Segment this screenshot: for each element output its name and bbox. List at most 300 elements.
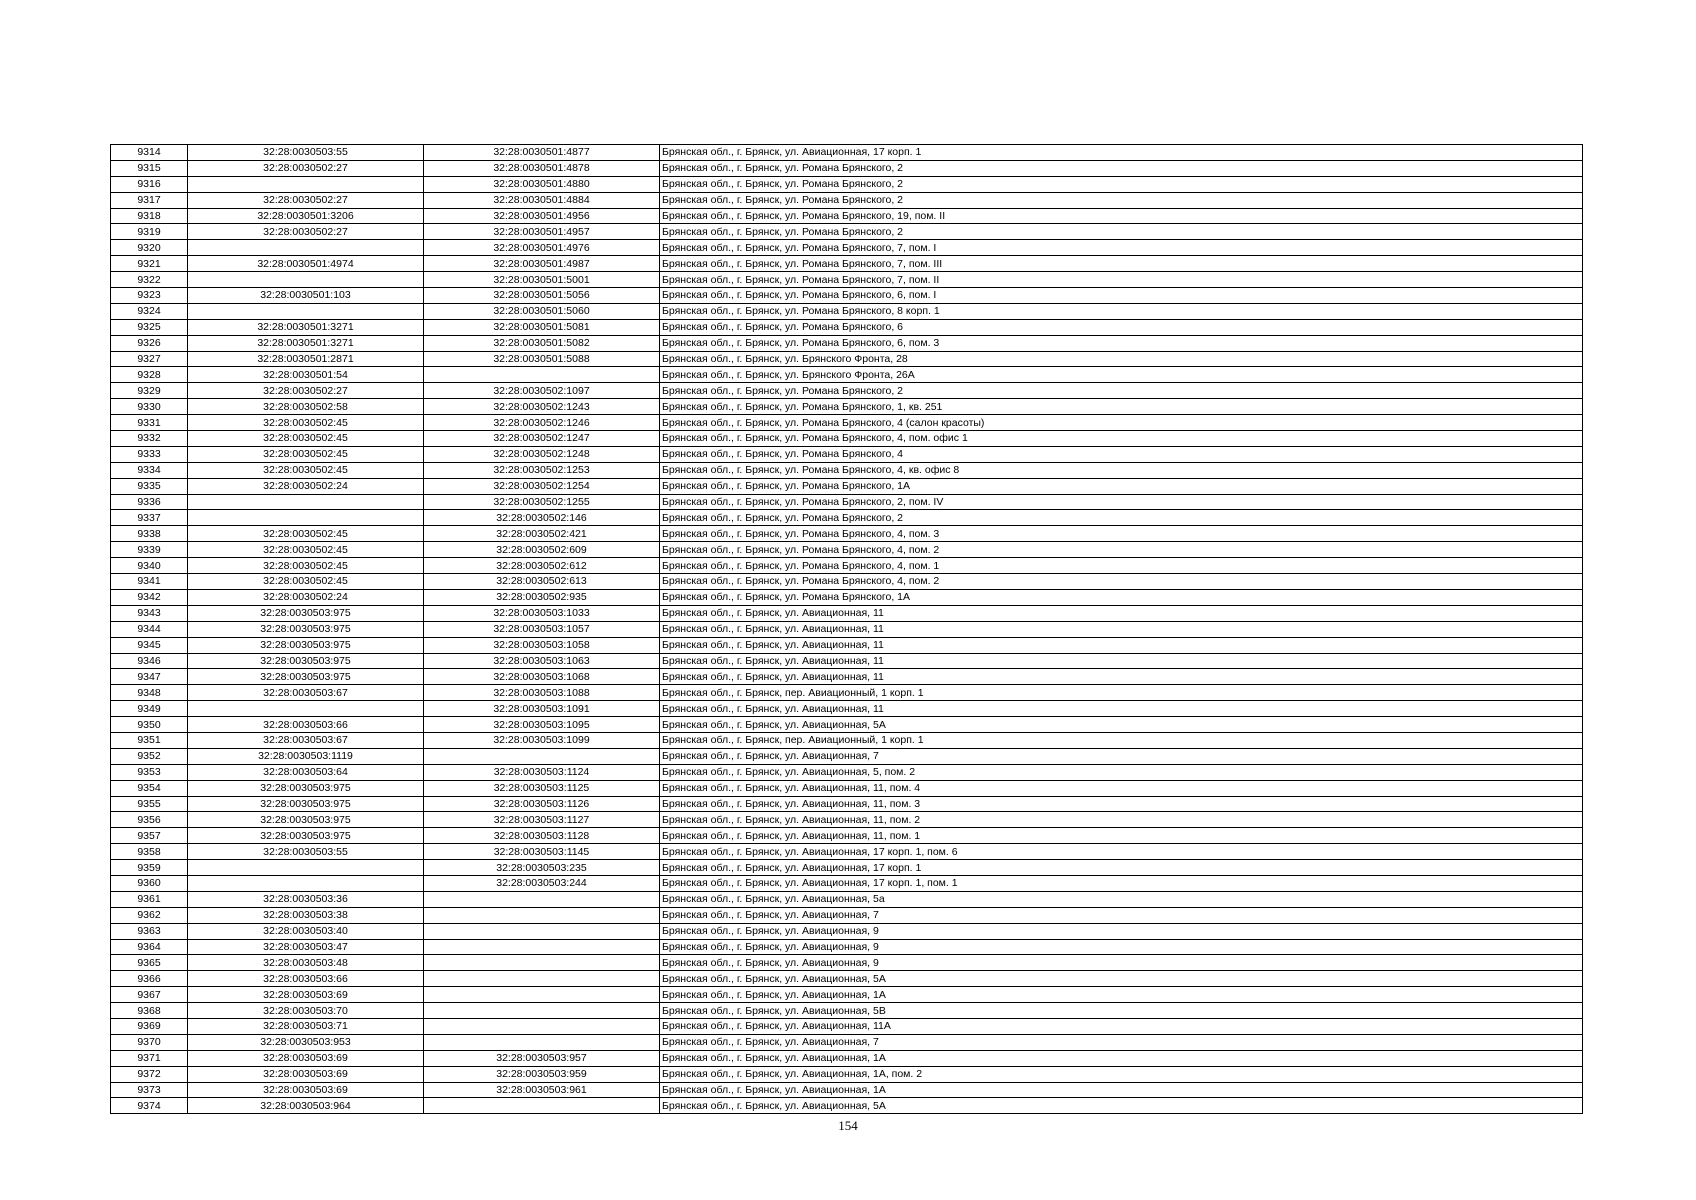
row-number-cell: 9333	[111, 446, 188, 462]
row-number-cell: 9369	[111, 1018, 188, 1034]
address-cell: Брянская обл., г. Брянск, ул. Авиационная, 11, пом. 4	[660, 780, 1583, 796]
row-number-cell: 9324	[111, 303, 188, 319]
row-number-cell: 9336	[111, 494, 188, 510]
table-row	[111, 240, 1583, 256]
address-cell: Брянская обл., г. Брянск, ул. Авиационная, 17 корп. 1, пом. 6	[660, 844, 1583, 860]
table-row	[111, 621, 1583, 637]
table-row	[111, 605, 1583, 621]
table-row	[111, 844, 1583, 860]
address-cell: Брянская обл., г. Брянск, ул. Романа Брянского, 6	[660, 319, 1583, 335]
address-cell: Брянская обл., г. Брянск, ул. Романа Брянского, 7, пом. II	[660, 272, 1583, 288]
table-row	[111, 462, 1583, 478]
address-cell: Брянская обл., г. Брянск, ул. Авиационная, 1А	[660, 1050, 1583, 1066]
address-cell: Брянская обл., г. Брянск, ул. Романа Брянского, 1А	[660, 589, 1583, 605]
data-table	[110, 144, 1583, 1114]
address-cell: Брянская обл., г. Брянск, ул. Романа Брянского, 4	[660, 446, 1583, 462]
object-cadastral-number-cell: 32:28:0030501:5060	[424, 303, 660, 319]
object-cadastral-number-cell	[424, 1003, 660, 1019]
table-row	[111, 701, 1583, 717]
land-cadastral-number-cell: 32:28:0030503:70	[188, 1003, 424, 1019]
address-cell: Брянская обл., г. Брянск, ул. Авиационная, 17 корп. 1	[660, 145, 1583, 161]
address-cell: Брянская обл., г. Брянск, ул. Авиационная, 7	[660, 1034, 1583, 1050]
land-cadastral-number-cell: 32:28:0030503:975	[188, 828, 424, 844]
land-cadastral-number-cell: 32:28:0030501:3271	[188, 319, 424, 335]
table-row	[111, 860, 1583, 876]
row-number-cell: 9320	[111, 240, 188, 256]
table-row	[111, 1018, 1583, 1034]
object-cadastral-number-cell: 32:28:0030503:1033	[424, 605, 660, 621]
object-cadastral-number-cell: 32:28:0030503:1068	[424, 669, 660, 685]
table-row	[111, 176, 1583, 192]
address-cell: Брянская обл., г. Брянск, ул. Романа Брянского, 2	[660, 160, 1583, 176]
object-cadastral-number-cell: 32:28:0030503:1057	[424, 621, 660, 637]
land-cadastral-number-cell: 32:28:0030502:27	[188, 192, 424, 208]
object-cadastral-number-cell	[424, 1098, 660, 1114]
object-cadastral-number-cell: 32:28:0030502:1243	[424, 399, 660, 415]
object-cadastral-number-cell: 32:28:0030501:4976	[424, 240, 660, 256]
row-number-cell: 9349	[111, 701, 188, 717]
row-number-cell: 9352	[111, 748, 188, 764]
object-cadastral-number-cell	[424, 971, 660, 987]
table-row	[111, 415, 1583, 431]
land-cadastral-number-cell: 32:28:0030503:67	[188, 732, 424, 748]
row-number-cell: 9354	[111, 780, 188, 796]
land-cadastral-number-cell: 32:28:0030502:45	[188, 574, 424, 590]
object-cadastral-number-cell: 32:28:0030502:1247	[424, 431, 660, 447]
row-number-cell: 9367	[111, 987, 188, 1003]
land-cadastral-number-cell: 32:28:0030501:3271	[188, 335, 424, 351]
land-cadastral-number-cell: 32:28:0030502:45	[188, 446, 424, 462]
table-row	[111, 335, 1583, 351]
object-cadastral-number-cell: 32:28:0030503:1145	[424, 844, 660, 860]
address-cell: Брянская обл., г. Брянск, ул. Романа Брянского, 4 (салон красоты)	[660, 415, 1583, 431]
row-number-cell: 9357	[111, 828, 188, 844]
object-cadastral-number-cell: 32:28:0030501:5001	[424, 272, 660, 288]
address-cell: Брянская обл., г. Брянск, ул. Авиационная, 11	[660, 669, 1583, 685]
address-cell: Брянская обл., г. Брянск, ул. Романа Брянского, 1, кв. 251	[660, 399, 1583, 415]
address-cell: Брянская обл., г. Брянск, ул. Авиационная, 11, пом. 3	[660, 796, 1583, 812]
table-row	[111, 160, 1583, 176]
row-number-cell: 9319	[111, 224, 188, 240]
object-cadastral-number-cell: 32:28:0030502:1254	[424, 478, 660, 494]
land-cadastral-number-cell: 32:28:0030503:71	[188, 1018, 424, 1034]
address-cell: Брянская обл., г. Брянск, ул. Авиационная, 11, пом. 1	[660, 828, 1583, 844]
object-cadastral-number-cell: 32:28:0030502:1246	[424, 415, 660, 431]
row-number-cell: 9339	[111, 542, 188, 558]
row-number-cell: 9316	[111, 176, 188, 192]
table-row	[111, 875, 1583, 891]
address-cell: Брянская обл., г. Брянск, ул. Авиационная, 11	[660, 653, 1583, 669]
object-cadastral-number-cell	[424, 955, 660, 971]
object-cadastral-number-cell: 32:28:0030503:1058	[424, 637, 660, 653]
table-row	[111, 1003, 1583, 1019]
land-cadastral-number-cell: 32:28:0030503:55	[188, 145, 424, 161]
table-row	[111, 637, 1583, 653]
table-row	[111, 732, 1583, 748]
row-number-cell: 9317	[111, 192, 188, 208]
table-row	[111, 446, 1583, 462]
row-number-cell: 9332	[111, 431, 188, 447]
table-row	[111, 1098, 1583, 1114]
address-cell: Брянская обл., г. Брянск, ул. Авиационная, 5В	[660, 1003, 1583, 1019]
object-cadastral-number-cell: 32:28:0030501:5056	[424, 288, 660, 304]
row-number-cell: 9338	[111, 526, 188, 542]
address-cell: Брянская обл., г. Брянск, ул. Романа Брянского, 1А	[660, 478, 1583, 494]
land-cadastral-number-cell: 32:28:0030502:45	[188, 526, 424, 542]
address-cell: Брянская обл., г. Брянск, ул. Авиационная, 9	[660, 923, 1583, 939]
address-cell: Брянская обл., г. Брянск, ул. Авиационная, 7	[660, 748, 1583, 764]
address-cell: Брянская обл., г. Брянск, пер. Авиационный, 1 корп. 1	[660, 685, 1583, 701]
row-number-cell: 9325	[111, 319, 188, 335]
land-cadastral-number-cell	[188, 701, 424, 717]
land-cadastral-number-cell: 32:28:0030503:36	[188, 891, 424, 907]
row-number-cell: 9359	[111, 860, 188, 876]
land-cadastral-number-cell	[188, 240, 424, 256]
row-number-cell: 9360	[111, 875, 188, 891]
land-cadastral-number-cell	[188, 272, 424, 288]
object-cadastral-number-cell: 32:28:0030502:1255	[424, 494, 660, 510]
address-cell: Брянская обл., г. Брянск, ул. Авиационная, 11А	[660, 1018, 1583, 1034]
address-cell: Брянская обл., г. Брянск, ул. Брянского Фронта, 26А	[660, 367, 1583, 383]
table-row	[111, 653, 1583, 669]
land-cadastral-number-cell: 32:28:0030501:2871	[188, 351, 424, 367]
row-number-cell: 9314	[111, 145, 188, 161]
row-number-cell: 9353	[111, 764, 188, 780]
object-cadastral-number-cell: 32:28:0030503:235	[424, 860, 660, 876]
object-cadastral-number-cell: 32:28:0030501:5082	[424, 335, 660, 351]
land-cadastral-number-cell: 32:28:0030503:67	[188, 685, 424, 701]
address-cell: Брянская обл., г. Брянск, ул. Романа Брянского, 4, кв. офис 8	[660, 462, 1583, 478]
row-number-cell: 9341	[111, 574, 188, 590]
address-cell: Брянская обл., г. Брянск, ул. Романа Брянского, 4, пом. 3	[660, 526, 1583, 542]
object-cadastral-number-cell	[424, 1018, 660, 1034]
address-cell: Брянская обл., г. Брянск, ул. Романа Брянского, 2, пом. IV	[660, 494, 1583, 510]
row-number-cell: 9318	[111, 208, 188, 224]
table-row	[111, 1034, 1583, 1050]
row-number-cell: 9323	[111, 288, 188, 304]
row-number-cell: 9348	[111, 685, 188, 701]
row-number-cell: 9365	[111, 955, 188, 971]
table-row	[111, 256, 1583, 272]
land-cadastral-number-cell	[188, 875, 424, 891]
table-row	[111, 399, 1583, 415]
land-cadastral-number-cell: 32:28:0030503:975	[188, 653, 424, 669]
address-cell: Брянская обл., г. Брянск, ул. Романа Брянского, 2	[660, 510, 1583, 526]
object-cadastral-number-cell: 32:28:0030502:1253	[424, 462, 660, 478]
object-cadastral-number-cell: 32:28:0030502:1097	[424, 383, 660, 399]
land-cadastral-number-cell: 32:28:0030503:975	[188, 796, 424, 812]
row-number-cell: 9337	[111, 510, 188, 526]
address-cell: Брянская обл., г. Брянск, ул. Романа Брянского, 4, пом. 2	[660, 574, 1583, 590]
land-cadastral-number-cell: 32:28:0030503:69	[188, 1066, 424, 1082]
table-row	[111, 542, 1583, 558]
land-cadastral-number-cell: 32:28:0030503:69	[188, 987, 424, 1003]
object-cadastral-number-cell	[424, 939, 660, 955]
address-cell: Брянская обл., г. Брянск, ул. Романа Брянского, 6, пом. 3	[660, 335, 1583, 351]
address-cell: Брянская обл., г. Брянск, ул. Авиационная, 11, пом. 2	[660, 812, 1583, 828]
object-cadastral-number-cell: 32:28:0030503:1127	[424, 812, 660, 828]
table-row	[111, 717, 1583, 733]
land-cadastral-number-cell: 32:28:0030502:45	[188, 462, 424, 478]
land-cadastral-number-cell: 32:28:0030503:975	[188, 780, 424, 796]
land-cadastral-number-cell: 32:28:0030503:975	[188, 669, 424, 685]
table-row	[111, 589, 1583, 605]
land-cadastral-number-cell: 32:28:0030501:103	[188, 288, 424, 304]
address-cell: Брянская обл., г. Брянск, ул. Романа Брянского, 4, пом. 2	[660, 542, 1583, 558]
object-cadastral-number-cell	[424, 891, 660, 907]
table-row	[111, 272, 1583, 288]
land-cadastral-number-cell: 32:28:0030502:45	[188, 542, 424, 558]
table-row	[111, 383, 1583, 399]
row-number-cell: 9330	[111, 399, 188, 415]
object-cadastral-number-cell: 32:28:0030502:613	[424, 574, 660, 590]
land-cadastral-number-cell: 32:28:0030503:47	[188, 939, 424, 955]
address-cell: Брянская обл., г. Брянск, ул. Авиационная, 1А	[660, 1082, 1583, 1098]
address-cell: Брянская обл., г. Брянск, ул. Романа Брянского, 2	[660, 176, 1583, 192]
land-cadastral-number-cell: 32:28:0030503:48	[188, 955, 424, 971]
address-cell: Брянская обл., г. Брянск, ул. Авиационная, 11	[660, 701, 1583, 717]
land-cadastral-number-cell: 32:28:0030503:975	[188, 605, 424, 621]
table-row	[111, 303, 1583, 319]
address-cell: Брянская обл., г. Брянск, ул. Романа Брянского, 4, пом. 1	[660, 558, 1583, 574]
land-cadastral-number-cell	[188, 303, 424, 319]
object-cadastral-number-cell	[424, 907, 660, 923]
land-cadastral-number-cell: 32:28:0030503:964	[188, 1098, 424, 1114]
object-cadastral-number-cell	[424, 367, 660, 383]
object-cadastral-number-cell: 32:28:0030502:1248	[424, 446, 660, 462]
land-cadastral-number-cell: 32:28:0030502:45	[188, 558, 424, 574]
object-cadastral-number-cell: 32:28:0030501:4987	[424, 256, 660, 272]
table-row	[111, 1050, 1583, 1066]
land-cadastral-number-cell: 32:28:0030502:45	[188, 415, 424, 431]
object-cadastral-number-cell: 32:28:0030503:957	[424, 1050, 660, 1066]
table-row	[111, 907, 1583, 923]
object-cadastral-number-cell: 32:28:0030501:4957	[424, 224, 660, 240]
object-cadastral-number-cell: 32:28:0030503:1099	[424, 732, 660, 748]
table-row	[111, 1082, 1583, 1098]
object-cadastral-number-cell: 32:28:0030501:5088	[424, 351, 660, 367]
table-row	[111, 987, 1583, 1003]
address-cell: Брянская обл., г. Брянск, ул. Романа Брянского, 8 корп. 1	[660, 303, 1583, 319]
address-cell: Брянская обл., г. Брянск, ул. Авиационная, 1А, пом. 2	[660, 1066, 1583, 1082]
address-cell: Брянская обл., г. Брянск, ул. Авиационная, 11	[660, 605, 1583, 621]
table-row	[111, 526, 1583, 542]
land-cadastral-number-cell: 32:28:0030503:975	[188, 812, 424, 828]
table-row	[111, 669, 1583, 685]
land-cadastral-number-cell: 32:28:0030502:27	[188, 160, 424, 176]
table-row	[111, 971, 1583, 987]
table-row	[111, 558, 1583, 574]
address-cell: Брянская обл., г. Брянск, ул. Авиационная, 7	[660, 907, 1583, 923]
table-row	[111, 828, 1583, 844]
table-row	[111, 431, 1583, 447]
address-cell: Брянская обл., г. Брянск, ул. Романа Брянского, 19, пом. II	[660, 208, 1583, 224]
object-cadastral-number-cell: 32:28:0030502:609	[424, 542, 660, 558]
table-row	[111, 288, 1583, 304]
row-number-cell: 9342	[111, 589, 188, 605]
object-cadastral-number-cell	[424, 987, 660, 1003]
object-cadastral-number-cell: 32:28:0030503:1091	[424, 701, 660, 717]
row-number-cell: 9351	[111, 732, 188, 748]
table-row	[111, 192, 1583, 208]
table-row	[111, 145, 1583, 161]
land-cadastral-number-cell: 32:28:0030502:27	[188, 383, 424, 399]
land-cadastral-number-cell: 32:28:0030503:40	[188, 923, 424, 939]
row-number-cell: 9350	[111, 717, 188, 733]
address-cell: Брянская обл., г. Брянск, ул. Авиационная, 5, пом. 2	[660, 764, 1583, 780]
object-cadastral-number-cell: 32:28:0030503:961	[424, 1082, 660, 1098]
object-cadastral-number-cell: 32:28:0030503:1088	[424, 685, 660, 701]
table-body	[111, 145, 1583, 1114]
table-row	[111, 208, 1583, 224]
row-number-cell: 9315	[111, 160, 188, 176]
object-cadastral-number-cell: 32:28:0030503:1063	[424, 653, 660, 669]
address-cell: Брянская обл., г. Брянск, ул. Авиационная, 17 корп. 1	[660, 860, 1583, 876]
land-cadastral-number-cell: 32:28:0030502:45	[188, 431, 424, 447]
land-cadastral-number-cell: 32:28:0030503:975	[188, 637, 424, 653]
table-row	[111, 780, 1583, 796]
row-number-cell: 9328	[111, 367, 188, 383]
address-cell: Брянская обл., г. Брянск, ул. Авиационная, 17 корп. 1, пом. 1	[660, 875, 1583, 891]
row-number-cell: 9362	[111, 907, 188, 923]
row-number-cell: 9322	[111, 272, 188, 288]
row-number-cell: 9374	[111, 1098, 188, 1114]
row-number-cell: 9356	[111, 812, 188, 828]
row-number-cell: 9346	[111, 653, 188, 669]
land-cadastral-number-cell: 32:28:0030502:24	[188, 478, 424, 494]
row-number-cell: 9371	[111, 1050, 188, 1066]
land-cadastral-number-cell: 32:28:0030501:3206	[188, 208, 424, 224]
address-cell: Брянская обл., г. Брянск, ул. Авиационная, 9	[660, 955, 1583, 971]
address-cell: Брянская обл., г. Брянск, ул. Романа Брянского, 2	[660, 383, 1583, 399]
address-cell: Брянская обл., г. Брянск, ул. Романа Брянского, 6, пом. I	[660, 288, 1583, 304]
row-number-cell: 9344	[111, 621, 188, 637]
object-cadastral-number-cell: 32:28:0030503:1124	[424, 764, 660, 780]
address-cell: Брянская обл., г. Брянск, ул. Авиационная, 1А	[660, 987, 1583, 1003]
table-row	[111, 367, 1583, 383]
address-cell: Брянская обл., г. Брянск, ул. Авиационная, 5а	[660, 891, 1583, 907]
table-row	[111, 224, 1583, 240]
land-cadastral-number-cell: 32:28:0030503:953	[188, 1034, 424, 1050]
table-row	[111, 939, 1583, 955]
object-cadastral-number-cell: 32:28:0030501:4956	[424, 208, 660, 224]
table-row	[111, 955, 1583, 971]
table-row	[111, 891, 1583, 907]
object-cadastral-number-cell: 32:28:0030503:1095	[424, 717, 660, 733]
land-cadastral-number-cell	[188, 860, 424, 876]
address-cell: Брянская обл., г. Брянск, ул. Романа Брянского, 4, пом. офис 1	[660, 431, 1583, 447]
row-number-cell: 9373	[111, 1082, 188, 1098]
table-row	[111, 494, 1583, 510]
address-cell: Брянская обл., г. Брянск, ул. Романа Брянского, 7, пом. III	[660, 256, 1583, 272]
row-number-cell: 9331	[111, 415, 188, 431]
object-cadastral-number-cell: 32:28:0030503:244	[424, 875, 660, 891]
land-cadastral-number-cell: 32:28:0030501:4974	[188, 256, 424, 272]
object-cadastral-number-cell	[424, 923, 660, 939]
row-number-cell: 9366	[111, 971, 188, 987]
table-row	[111, 574, 1583, 590]
table-row	[111, 685, 1583, 701]
land-cadastral-number-cell: 32:28:0030501:54	[188, 367, 424, 383]
land-cadastral-number-cell: 32:28:0030503:66	[188, 717, 424, 733]
row-number-cell: 9334	[111, 462, 188, 478]
table-row	[111, 351, 1583, 367]
row-number-cell: 9327	[111, 351, 188, 367]
land-cadastral-number-cell	[188, 176, 424, 192]
address-cell: Брянская обл., г. Брянск, ул. Брянского Фронта, 28	[660, 351, 1583, 367]
table-row	[111, 478, 1583, 494]
object-cadastral-number-cell: 32:28:0030502:935	[424, 589, 660, 605]
land-cadastral-number-cell: 32:28:0030503:64	[188, 764, 424, 780]
object-cadastral-number-cell: 32:28:0030501:4878	[424, 160, 660, 176]
page-number: 154	[838, 1118, 858, 1133]
row-number-cell: 9326	[111, 335, 188, 351]
table-row	[111, 510, 1583, 526]
address-cell: Брянская обл., г. Брянск, ул. Романа Брянского, 2	[660, 192, 1583, 208]
address-cell: Брянская обл., г. Брянск, ул. Авиационная, 5А	[660, 1098, 1583, 1114]
row-number-cell: 9343	[111, 605, 188, 621]
address-cell: Брянская обл., г. Брянск, пер. Авиационный, 1 корп. 1	[660, 732, 1583, 748]
land-cadastral-number-cell: 32:28:0030503:38	[188, 907, 424, 923]
land-cadastral-number-cell: 32:28:0030503:66	[188, 971, 424, 987]
land-cadastral-number-cell: 32:28:0030503:69	[188, 1082, 424, 1098]
table-row	[111, 1066, 1583, 1082]
row-number-cell: 9372	[111, 1066, 188, 1082]
address-cell: Брянская обл., г. Брянск, ул. Авиационная, 11	[660, 621, 1583, 637]
land-cadastral-number-cell: 32:28:0030502:27	[188, 224, 424, 240]
row-number-cell: 9345	[111, 637, 188, 653]
object-cadastral-number-cell: 32:28:0030502:612	[424, 558, 660, 574]
object-cadastral-number-cell: 32:28:0030501:4880	[424, 176, 660, 192]
table-row	[111, 812, 1583, 828]
address-cell: Брянская обл., г. Брянск, ул. Авиационная, 5А	[660, 971, 1583, 987]
object-cadastral-number-cell: 32:28:0030501:4877	[424, 145, 660, 161]
land-cadastral-number-cell	[188, 510, 424, 526]
row-number-cell: 9368	[111, 1003, 188, 1019]
address-cell: Брянская обл., г. Брянск, ул. Авиационная, 5А	[660, 717, 1583, 733]
row-number-cell: 9364	[111, 939, 188, 955]
object-cadastral-number-cell: 32:28:0030501:4884	[424, 192, 660, 208]
object-cadastral-number-cell: 32:28:0030501:5081	[424, 319, 660, 335]
table-row	[111, 319, 1583, 335]
land-cadastral-number-cell: 32:28:0030503:69	[188, 1050, 424, 1066]
object-cadastral-number-cell: 32:28:0030503:1128	[424, 828, 660, 844]
object-cadastral-number-cell: 32:28:0030502:146	[424, 510, 660, 526]
table-row	[111, 764, 1583, 780]
object-cadastral-number-cell	[424, 748, 660, 764]
object-cadastral-number-cell: 32:28:0030503:1125	[424, 780, 660, 796]
row-number-cell: 9340	[111, 558, 188, 574]
land-cadastral-number-cell: 32:28:0030503:975	[188, 621, 424, 637]
land-cadastral-number-cell	[188, 494, 424, 510]
object-cadastral-number-cell: 32:28:0030502:421	[424, 526, 660, 542]
row-number-cell: 9321	[111, 256, 188, 272]
address-cell: Брянская обл., г. Брянск, ул. Романа Брянского, 2	[660, 224, 1583, 240]
land-cadastral-number-cell: 32:28:0030502:58	[188, 399, 424, 415]
row-number-cell: 9370	[111, 1034, 188, 1050]
row-number-cell: 9361	[111, 891, 188, 907]
row-number-cell: 9363	[111, 923, 188, 939]
address-cell: Брянская обл., г. Брянск, ул. Авиационная, 9	[660, 939, 1583, 955]
table-row	[111, 923, 1583, 939]
row-number-cell: 9335	[111, 478, 188, 494]
land-cadastral-number-cell: 32:28:0030503:55	[188, 844, 424, 860]
address-cell: Брянская обл., г. Брянск, ул. Авиационная, 11	[660, 637, 1583, 653]
address-cell: Брянская обл., г. Брянск, ул. Романа Брянского, 7, пом. I	[660, 240, 1583, 256]
object-cadastral-number-cell: 32:28:0030503:1126	[424, 796, 660, 812]
object-cadastral-number-cell	[424, 1034, 660, 1050]
land-cadastral-number-cell: 32:28:0030503:1119	[188, 748, 424, 764]
